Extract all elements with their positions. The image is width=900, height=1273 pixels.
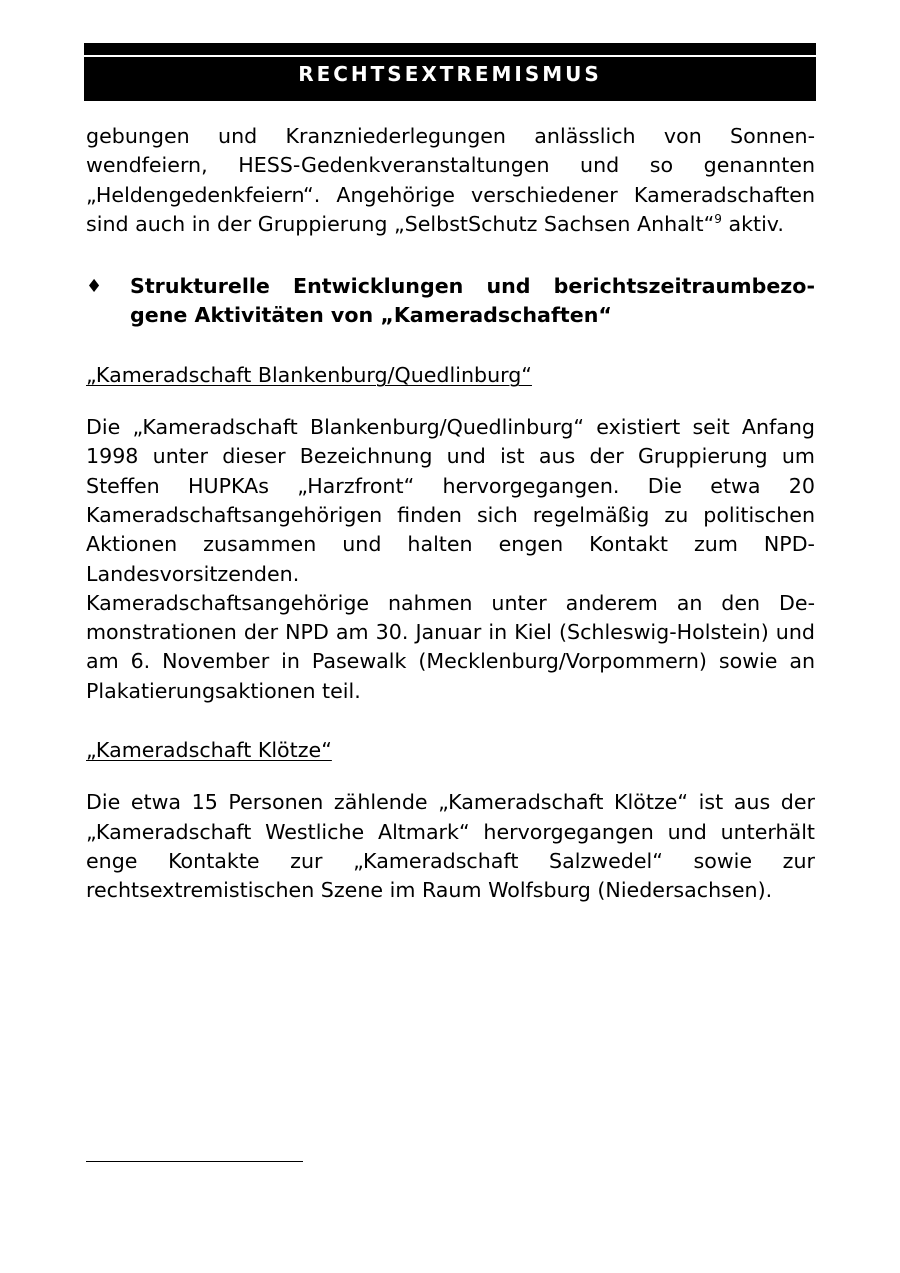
section-heading-text: Strukturelle Entwicklungen und berichtszeitraumbezogene Aktivitäten von „Kameradschaften“ — [130, 274, 815, 328]
intro-text: gebungen und Kranzniederlegungen anlässlich von Sonnenwendfeiern, HESS-Gedenkveranstaltungen und so genannten „Heldengedenkfeiern“. Angehörige verschiedener Kameradschaften sind auch in der Gruppierung „SelbstSchutz Sachsen Anhalt“ — [86, 124, 815, 236]
running-header — [84, 57, 816, 101]
blankenburg-paragraph-1: Die „Kameradschaft Blankenburg/Quedlinburg“ existiert seit Anfang 1998 unter dieser Bezeichnung und ist aus der Gruppierung um Steffen HUPKAs „Harzfront“ hervorgegangen. Die etwa 20 Kameradschaftsangehörigen finden sich regelmäßig zu politischen Aktionen zusammen und halten engen Kontakt zum NPD-Landesvorsitzenden. — [86, 415, 815, 586]
intro-paragraph — [86, 122, 815, 239]
intro-text-end: aktiv. — [721, 211, 784, 236]
footnote-separator — [86, 1161, 303, 1162]
page-body — [86, 122, 815, 906]
diamond-bullet-icon: ♦ — [86, 276, 103, 298]
header-title: RECHTSEXTREMISMUS — [298, 62, 602, 86]
footnote-reference: 9 — [714, 211, 722, 226]
subheading-blankenburg: „Kameradschaft Blankenburg/Quedlinburg“ — [86, 362, 532, 387]
blankenburg-paragraph-2: Kameradschaftsangehörige nahmen unter anderem an den Demonstrationen der NPD am 30. Januar in Kiel (Schleswig-Holstein) und am 6. November in Pasewalk (Mecklenburg/Vorpommern) sowie an Plakatierungsaktionen teil. — [86, 590, 815, 703]
section-heading — [86, 272, 815, 331]
header-top-rule — [84, 43, 816, 55]
kloetze-paragraph: Die etwa 15 Personen zählende „Kameradschaft Klötze“ ist aus der „Kameradschaft Westliche Altmark“ hervorgegangen und unterhält enge Kontakte zur „Kameradschaft Salzwedel“ sowie zur rechtsextremistischen Szene im Raum Wolfsburg (Niedersachsen). — [86, 790, 815, 903]
subheading-kloetze: „Kameradschaft Klötze“ — [86, 738, 332, 763]
